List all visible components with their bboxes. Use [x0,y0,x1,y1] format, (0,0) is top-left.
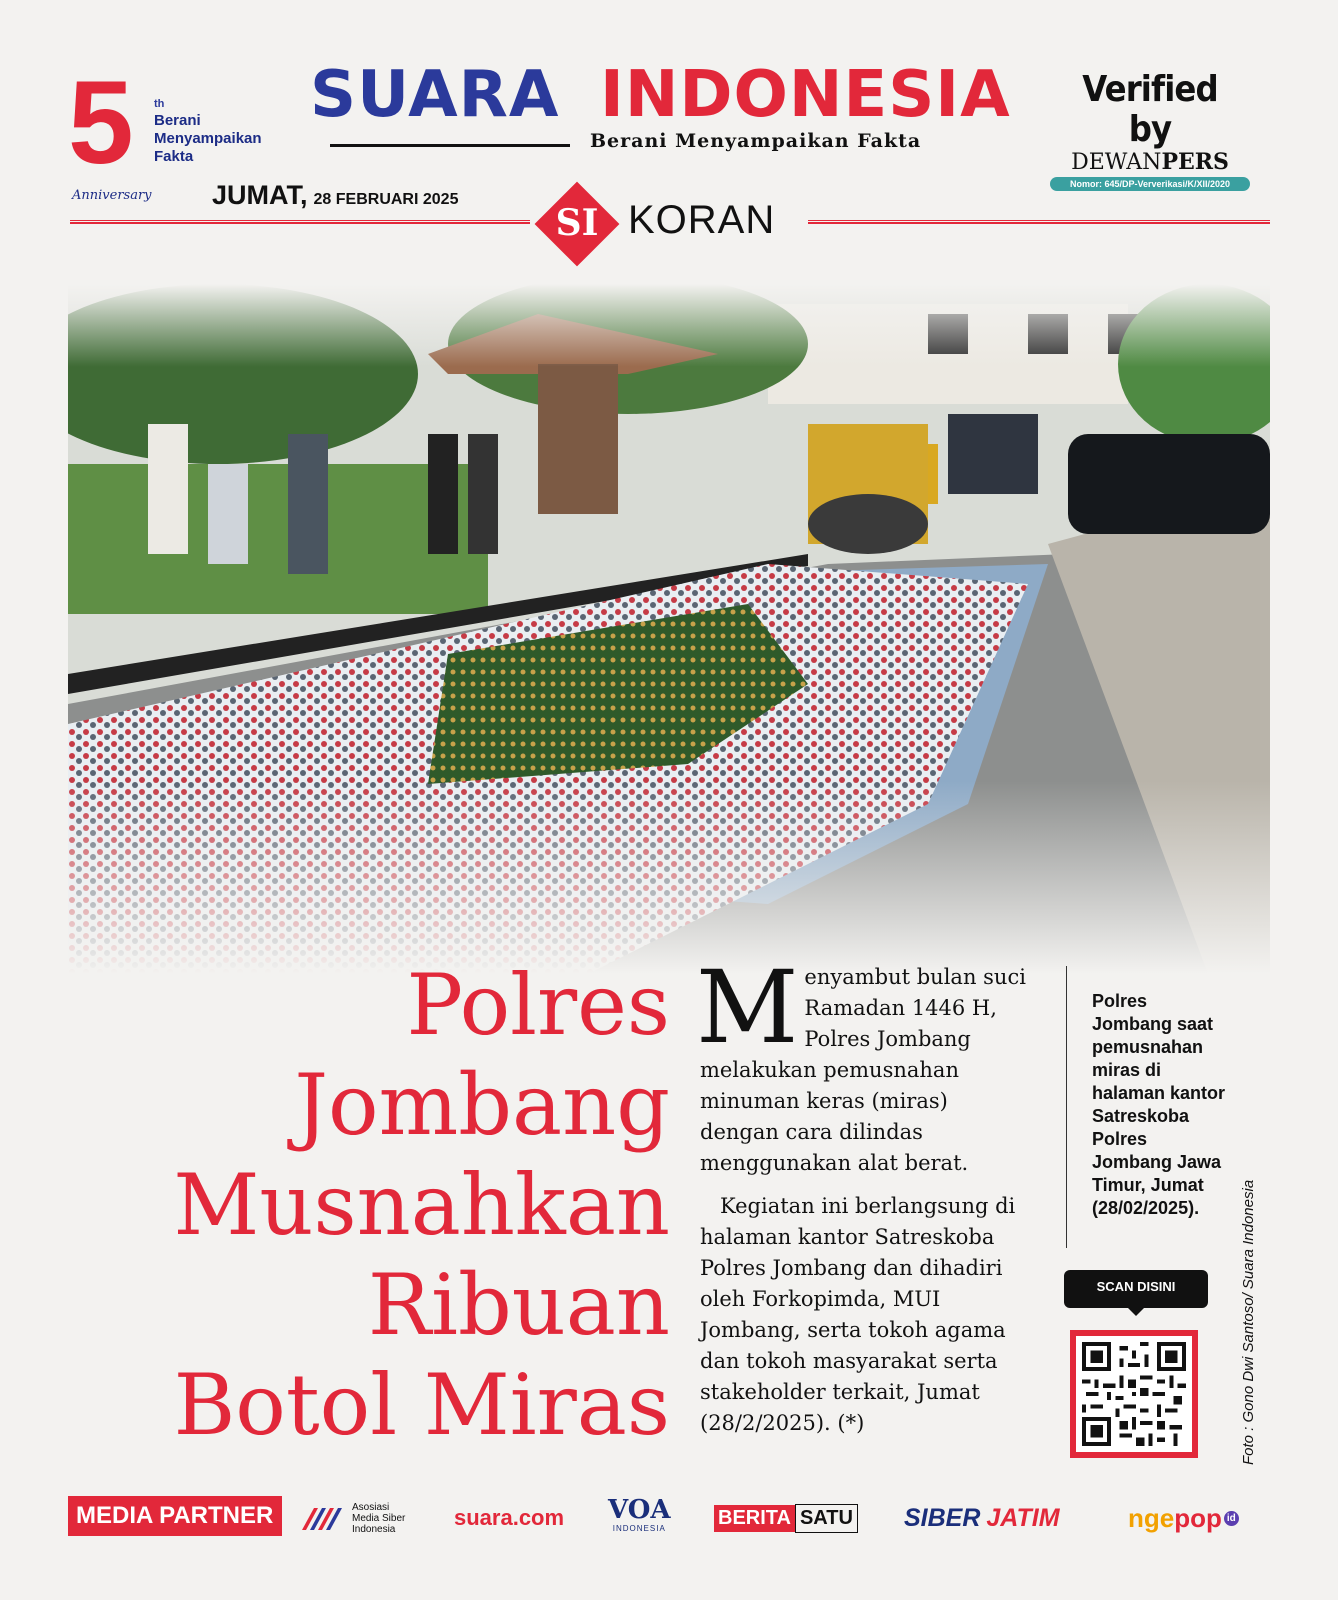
date-label: 28 FEBRUARI 2025 [313,191,459,208]
scan-label: SCAN DISINI [1064,1270,1208,1308]
qr-code[interactable] [1070,1330,1198,1458]
si-logo: SI [537,184,617,264]
dropcap: M [696,949,799,1066]
scan-arrow-icon [1126,1306,1146,1316]
partner-suara[interactable]: suara.com [454,1505,565,1530]
anniversary-suffix: th [154,98,165,110]
article-body [696,949,1030,1451]
anniversary-script: Anniversary [72,188,152,203]
anniversary-logo: 5 th Berani Menyampaikan Fakta Anniversary [66,64,286,214]
partner-siberjatim[interactable]: SIBER JATIM [904,1503,1060,1532]
headline-line: Polres [406,956,670,1054]
masthead-word-indonesia: INDONESIA [600,58,1011,132]
partner-amsi[interactable]: Asosiasi Media Siber Indonesia [300,1500,405,1536]
verified-badge [1050,69,1250,189]
masthead-word-suara: SUARA [310,58,560,132]
masthead[interactable] [310,60,1030,156]
photo-caption: Polres Jombang saat pemusnahan miras di halaman kantor Satreskoba Polres Jombang Jawa Timur, Jumat (28/02/2025). [1092,991,1226,1218]
news-photo [68,284,1270,974]
headline-line: Botol Miras [173,1356,670,1454]
media-partner-strip [68,1496,1270,1540]
masthead-rule [330,144,570,147]
partner-voa[interactable]: VOA INDONESIA [608,1495,671,1533]
header-rule-left [70,220,530,224]
headline-line: Jombang [294,1056,670,1154]
headline-line: Ribuan [367,1256,670,1354]
section-title: KORAN [628,198,776,242]
headline [60,955,670,1455]
photo-credit: Foto : Gono Dwi Santoso/ Suara Indonesia [1240,1179,1257,1465]
amsi-logo-icon [300,1504,346,1532]
partner-ngepop[interactable]: nge pop id [1128,1500,1239,1536]
header-rule-right [808,220,1270,224]
day-label: JUMAT, [212,180,308,210]
media-partner-label: MEDIA PARTNER [68,1496,282,1536]
anniversary-tagline: Berani Menyampaikan Fakta [154,112,262,165]
dewan-pers: DEWANPERS [1071,149,1229,175]
verification-number: Nomor: 645/DP-Ververikasi/K/XII/2020 [1050,177,1250,191]
article-paragraph-2: Kegiatan ini berlangsung di halaman kantor Satreskoba Polres Jombang dan dihadiri oleh Forkopimda, MUI Jombang, serta tokoh agama dan tokoh masyarakat serta stakeholder terkait, Jumat (28/2/2025). (*) [700,1194,1016,1435]
caption-rule [1066,966,1067,1248]
article-paragraph-1: Menyambut bulan suci Ramadan 1446 H, Polres Jombang melakukan pemusnahan minuman keras (miras) dengan cara dilindas menggunakan alat berat. [696,949,1026,1175]
headline-line: Musnahkan [173,1156,670,1254]
dateline [212,180,458,211]
verified-title: Verified by [1082,69,1218,150]
masthead-tagline: Berani Menyampaikan Fakta [590,130,922,152]
partner-beritasatu[interactable]: BERITA SATU [714,1500,858,1536]
